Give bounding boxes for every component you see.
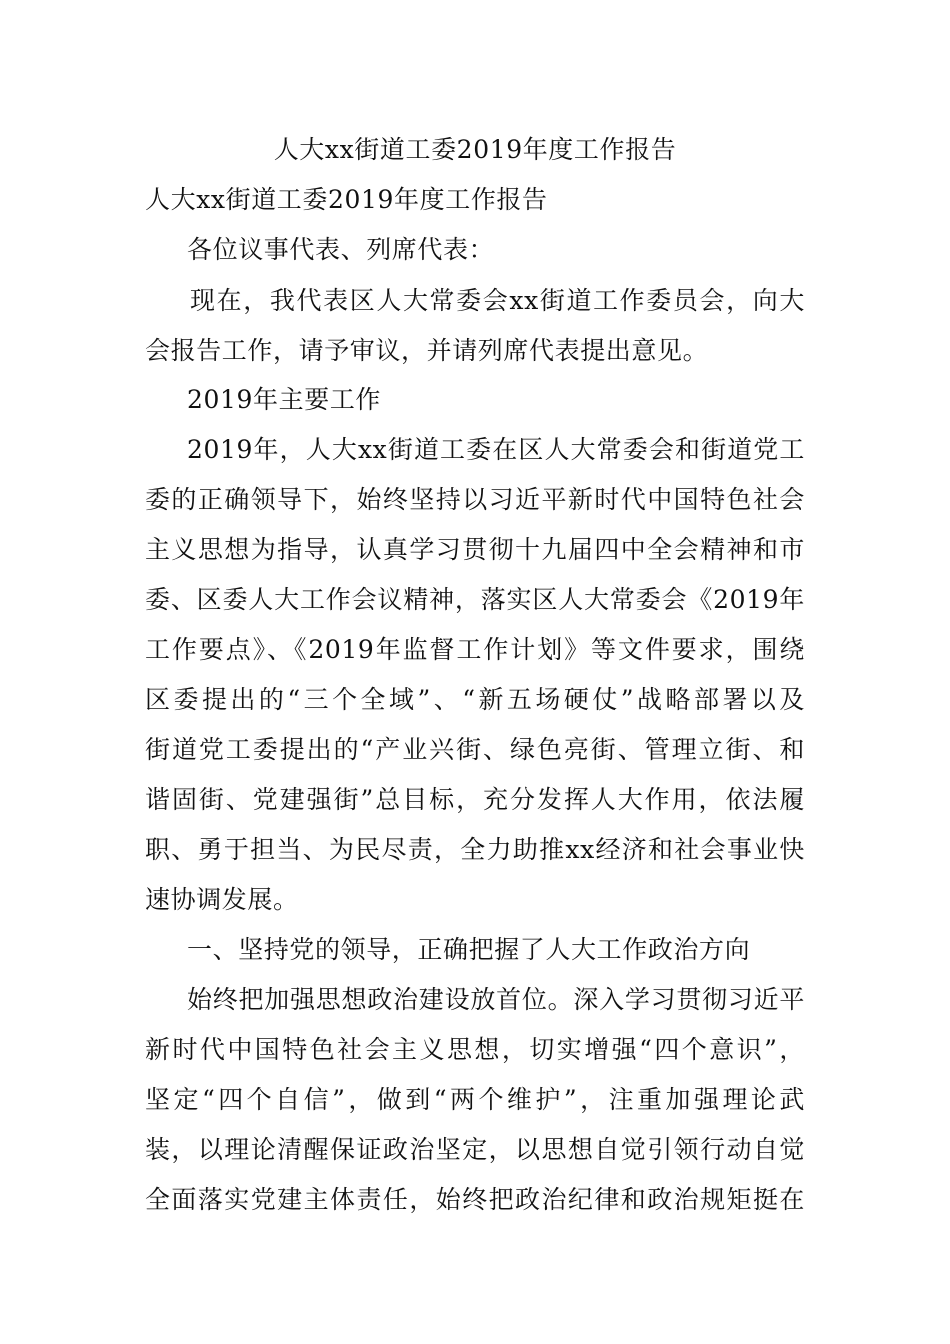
paragraph-line: 2019年，人大xx街道工委在区人大常委会和街道党工	[187, 435, 805, 464]
paragraph-line: 委、区委人大工作会议精神，落实区人大常委会《2019年	[145, 585, 805, 614]
paragraph-line: 职、勇于担当、为民尽责，全力助推xx经济和社会事业快	[145, 835, 805, 864]
paragraph-line: 街道党工委提出的“产业兴街、绿色亮街、管理立街、和	[145, 735, 805, 764]
paragraph-line: 主义思想为指导，认真学习贯彻十九届四中全会精神和市	[145, 535, 805, 564]
section-heading: 2019年主要工作	[187, 385, 382, 414]
paragraph-line: 谐固街、党建强街”总目标，充分发挥人大作用，依法履	[145, 785, 805, 814]
paragraph-line: 区委提出的“三个全域”、“新五场硬仗”战略部署以及	[145, 685, 805, 714]
paragraph-line: 速协调发展。	[145, 885, 299, 914]
paragraph-line: 始终把加强思想政治建设放首位。深入学习贯彻习近平	[187, 985, 805, 1014]
document-subtitle: 人大xx街道工委2019年度工作报告	[145, 185, 548, 214]
paragraph-line: 全面落实党建主体责任，始终把政治纪律和政治规矩挺在	[145, 1185, 805, 1214]
paragraph-line: 委的正确领导下，始终坚持以习近平新时代中国特色社会	[145, 485, 805, 514]
paragraph-line: 坚定“四个自信”，做到“两个维护”，注重加强理论武	[145, 1085, 805, 1114]
paragraph-line: 工作要点》、《2019年监督工作计划》等文件要求，围绕	[145, 635, 805, 664]
paragraph-line: 新时代中国特色社会主义思想，切实增强“四个意识”，	[145, 1035, 805, 1064]
salutation: 各位议事代表、列席代表：	[187, 235, 495, 264]
document-title: 人大xx街道工委2019年度工作报告	[273, 135, 677, 164]
intro-line: 现在，我代表区人大常委会xx街道工作委员会，向大	[190, 286, 805, 315]
part-one-heading: 一、坚持党的领导，正确把握了人大工作政治方向	[187, 935, 751, 964]
intro-line: 会报告工作，请予审议，并请列席代表提出意见。	[145, 336, 709, 365]
paragraph-line: 装，以理论清醒保证政治坚定，以思想自觉引领行动自觉	[145, 1135, 805, 1164]
